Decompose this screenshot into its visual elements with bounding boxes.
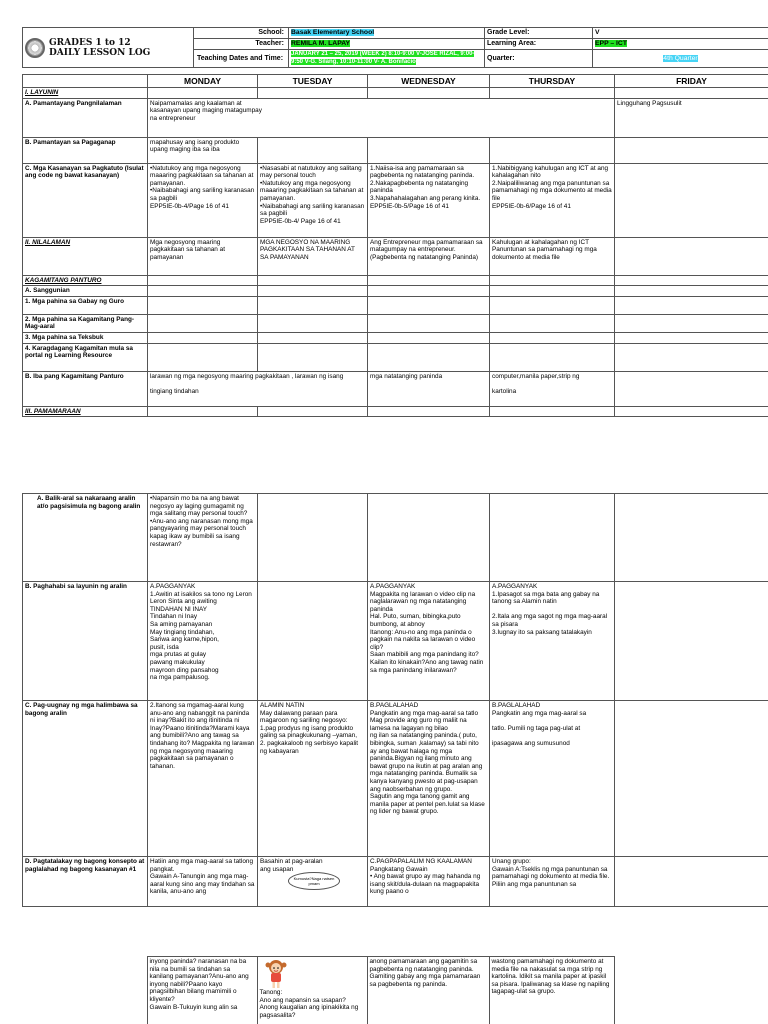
speech-bubble: Kumusta?Naga natsen pmam xyxy=(288,872,340,890)
day-wednesday: WEDNESDAY xyxy=(368,75,490,88)
row-label-karagdagang: 4. Karagdagang Kagamitan mula sa portal ng Learning Resource xyxy=(23,343,148,371)
row-label-gabay: 1. Mga pahina sa Gabay ng Guro xyxy=(23,296,148,314)
logo-text-grades: GRADES 1 to 12 xyxy=(49,37,131,48)
area-label: Learning Area: xyxy=(485,39,593,50)
dates-label: Teaching Dates and Time: xyxy=(194,50,289,68)
block3-tuesday: Tanong: Ano ang napansin sa usapan? Anong kaugalian ang ipinakikita ng pagsasalita? xyxy=(257,957,367,1024)
pagganap-monday: mapahusay ang isang produkto upang maging iba sa iba xyxy=(148,137,258,163)
pamantayang-monday: Naipamamalas ang kaalaman at kasanayan upang maging matagumpay na entrepreneur xyxy=(148,98,368,137)
section-kagamitan: KAGAMITANG PANTURO xyxy=(23,275,148,286)
pagtatalakay-tuesday: Basahin at pag-aralan ang usapan Kumusta?Naga natsen pmam xyxy=(258,857,368,907)
quarter-value: 4th Quarter xyxy=(593,50,768,68)
nilalaman-wednesday: Ang Entrepreneur mga pamamaraan sa matagumpay na entrepreneur. (Pagbebenta ng natatanging Paninda) xyxy=(368,237,490,275)
lesson-table-2 xyxy=(22,493,768,907)
day-monday: MONDAY xyxy=(148,75,258,88)
lesson-log-page-1 xyxy=(22,27,768,417)
row-label-pamantayang-pangnilalaman: A. Pamantayang Pangnilalaman xyxy=(23,98,148,137)
girl-cartoon-icon xyxy=(264,959,288,989)
day-tuesday: TUESDAY xyxy=(258,75,368,88)
kasanayan-tuesday: •Nasasabi at natutukoy ang salitang may personal touch •Natutukoy ang mga negosyong maaaring pagkakitaan sa tahanan at pamayanan. •Naibabahagi ang sariling karanasan sa pagbili EPP5IE-0b-4/ Page 16 of 41 xyxy=(258,163,368,237)
iba-pang-monday-tuesday: larawan ng mga negosyong maaring pagkakitaan , larawan ng isang tingiang tindahan xyxy=(148,371,368,406)
nilalaman-monday: Mga negosyong maaring pagkakitaan sa tahanan at pamayanan xyxy=(148,237,258,275)
paghahabi-wednesday: A.PAGGANYAK Magpakita ng larawan o video clip na naglalarawan ng mga natatanging paninda Hal. Puto, suman, bibingka,puto bumbong, at abnoy Itanong: Anu-no ang mga paninda o pagkain na nakita sa larawan o video clip? Saan mabibili ang mga panindang ito?Kailan ito kinakain?Ano ang tawag natin sa mga panindang inilarawan? xyxy=(368,582,490,701)
paguugnay-thursday: B.PAGLALAHAD Pangkatin ang mga mag-aaral sa tatlo. Pumili ng taga pag-ulat at ipasagawa ang sumusunod xyxy=(490,701,615,857)
balik-aral-monday: •Napansin mo ba na ang bawat negosyo ay laging gumagamit ng mga salitang may personal touch? •Anu-ano ang naranasan mong mga pangyayaring may personal touch kapag ikaw ay bumibili sa isang restawran? xyxy=(148,494,258,582)
paguugnay-monday: 2.Itanong sa mgamag-aaral kung anu-ano ang nabanggit na paninda ni inay?Bakit ito ang itinitinda ni Inay?Paano itinitinda?Marami kaya ang bumibili?Ano ang tawag sa tindahang ito? Magpakita ng larawan ng mga negosyong maaaring pagkakitaan sa pamayanan o tahanan. xyxy=(148,701,258,857)
nilalaman-thursday: Kahulugan at kahalagahan ng ICT Panuntunan sa pamamahagi ng mga dokumento at media file xyxy=(490,237,615,275)
row-label-pagganap: B. Pamantayan sa Pagaganap xyxy=(23,137,148,163)
lesson-table-3 xyxy=(22,956,768,1024)
paguugnay-tuesday: ALAMIN NATIN May dalawang paraan para magaroon ng sariling negosyo: 1.pag prodyus ng isang produkto galing sa pinagkukunang –yaman, 2. pagkakaloob ng serbisyo kapalit ng kabayaran xyxy=(258,701,368,857)
iba-pang-wednesday: mga natatanging paninda xyxy=(368,371,490,406)
kasanayan-wednesday: 1.Naiisa-isa ang pamamaraan sa pagbebenta ng natatanging paninda. 2.Nakapagbebenta ng natatanging paninda 3.Napahahalagahan ang perang kinita. EPP5IE-0b-5/Page 16 of 41 xyxy=(368,163,490,237)
section-nilalaman: II. NILALAMAN xyxy=(23,237,148,275)
pagtatalakay-wednesday: C.PAGPAPALALIM NG KAALAMAN Pangkatang Gawain • Ang bawat grupo ay mag hahanda ng isang skit/dula-dulaan na magpapakita kung paano o xyxy=(368,857,490,907)
area-value: EPP – ICT xyxy=(593,39,768,50)
row-label-pagtatalakay: D. Pagtatalakay ng bagong konsepto at paglalahad ng bagong kasanayan #1 xyxy=(23,857,148,907)
deped-seal-icon xyxy=(25,38,45,58)
day-thursday: THURSDAY xyxy=(490,75,615,88)
nilalaman-tuesday: MGA NEGOSYO NA MAARING PAGKAKITAAN SA TAHANAN AT SA PAMAYANAN xyxy=(258,237,368,275)
paguugnay-wednesday: B.PAGLALAHAD Pangkatin ang mga mag-aaral sa tatlo Mag provide ang guro ng maliit na lamesa na lagayan ng bilao ng ilan sa natatanging paninda.( puto, bibingka, suman ,kalamay) sa tabi nito ay ang bawat halaga ng mga paninda.Bigyan ng ilang minuto ang bawat grupo na ikutin at pag aralan ang mga natatanging paninda. Bumalik sa kanya kanyang pwesto at pag-usapan ang naobserbahan ng grupo. Sagutin ang mga tanong gamit ang manila paper at pentel pen.Iulat sa klase ng lider ng bawat grupo. xyxy=(368,701,490,857)
corner-cell xyxy=(23,75,148,88)
dates-value: JANUARY 21 – 25, 2019 (WEEK 2) 8:10-9:00 V-JOSE RIZAL, 9:00-9:50 V-G. Silang, 10:10-11:00 V- A. Bonifacio xyxy=(289,50,485,68)
iba-pang-thursday: computer,manila paper,strip ng kartolina xyxy=(490,371,615,406)
row-label-kagamitang-pang: 2. Mga pahina sa Kagamitang Pang-Mag-aaral xyxy=(23,314,148,332)
section-layunin: I. LAYUNIN xyxy=(23,88,148,99)
logo-cell xyxy=(23,28,194,68)
row-label-teksbuk: 3. Mga pahina sa Teksbuk xyxy=(23,332,148,343)
paghahabi-thursday: A.PAGGANYAK 1.Ipasagot sa mga bata ang gabay na tanong sa Alamin natin 2.Itala ang mga sagot ng mga mag-aaral sa pisara 3.Iugnay ito sa paksang tatalakayin xyxy=(490,582,615,701)
row-label-kasanayan: C. Mga Kasanayan sa Pagkatuto (Isulat ang code ng bawat kasanayan) xyxy=(23,163,148,237)
kasanayan-thursday: 1.Nabibigyang kahulugan ang ICT at ang kahalagahan nito 2.Naipaliliwanag ang mga panuntunan sa pamamahagi ng mga dokumento at media file EPP5IE-0b-6/Page 16 of 41 xyxy=(490,163,615,237)
header-table xyxy=(22,27,768,68)
block3-thursday: wastong pamamahagi ng dokumento at media file na nakasulat sa mga strip ng kartolina. Idikit sa manila paper at ipaskil sa pisara. Ipaliwanag sa klase ng napiling tagapag-ulat sa grupo. xyxy=(489,957,614,1024)
school-value: Basak Elementary School xyxy=(289,28,485,39)
block3-wednesday: anong pamamaraan ang gagamitin sa pagbebenta ng natatanging paninda. Gamiting gabay ang mga pamamaraan sa pagbebenta ng paninda. xyxy=(367,957,489,1024)
quarter-label: Quarter: xyxy=(485,50,593,68)
block3-monday: inyong paninda? naranasan na ba nila na bumili sa tindahan sa kanilang pamayanan?Anu-ano ang inyong nabili?Paano kayo pnagsilbihan bilang mamimili o kliyente? Gawain B-Tukuyin kung alin sa xyxy=(147,957,257,1024)
friday-lingguhan: Lingguhang Pagsusulit xyxy=(615,98,768,137)
section-pamamaraan: III. PAMAMARAAN xyxy=(23,406,148,417)
row-label-iba-pang: B. Iba pang Kagamitang Panturo xyxy=(23,371,148,406)
teacher-value: REMILA M. LAPAY xyxy=(289,39,485,50)
lesson-log-page-3 xyxy=(22,956,768,1024)
lesson-table-1 xyxy=(22,74,768,417)
paghahabi-monday: A.PAGGANYAK 1.Awitin at isakilos sa tono ng Leron Leron Sinta ang awiting TINDAHAN NI INAY Tindahan ni Inay Sa aming pamayanan May tingiang tindahan, Sariwa ang karne,hipon, pusit, isda mga prutas at gulay pawang makukulay mayroon ding pansahog na mga pampalusog. xyxy=(148,582,258,701)
grade-label: Grade Level: xyxy=(485,28,593,39)
kasanayan-monday: •Natutukoy ang mga negosyong maaaring pagkakitaan sa tahanan at pamayanan. •Naibabahagi ang sariling karanasan sa pagbili EPP5IE-0b-4/Page 16 of 41 xyxy=(148,163,258,237)
row-label-balik-aral: A. Balik-aral sa nakaraang aralin at/o pagsisimula ng bagong aralin xyxy=(23,494,148,582)
day-friday: FRIDAY xyxy=(615,75,768,88)
school-label: School: xyxy=(194,28,289,39)
logo-text-dll: DAILY LESSON LOG xyxy=(49,47,151,58)
row-label-sanggunian: A. Sanggunian xyxy=(23,286,148,297)
grade-value: V xyxy=(593,28,768,39)
pagtatalakay-monday: Hatiin ang mga mag-aaral sa tatlong pangkat. Gawain A-Tanungin ang mga mag-aaral kung sino ang may tindahan sa kanila, anu-ano ang xyxy=(148,857,258,907)
row-label-paghahabi: B. Paghahabi sa layunin ng aralin xyxy=(23,582,148,701)
teacher-label: Teacher: xyxy=(194,39,289,50)
row-label-paguugnay: C. Pag-uugnay ng mga halimbawa sa bagong aralin xyxy=(23,701,148,857)
lesson-log-page-2 xyxy=(22,493,768,907)
pagtatalakay-thursday: Unang grupo: Gawain A:Tseklis ng mga panuntunan sa pamamahagi ng dokumento at media file. Piliin ang mga panuntunan sa xyxy=(490,857,615,907)
